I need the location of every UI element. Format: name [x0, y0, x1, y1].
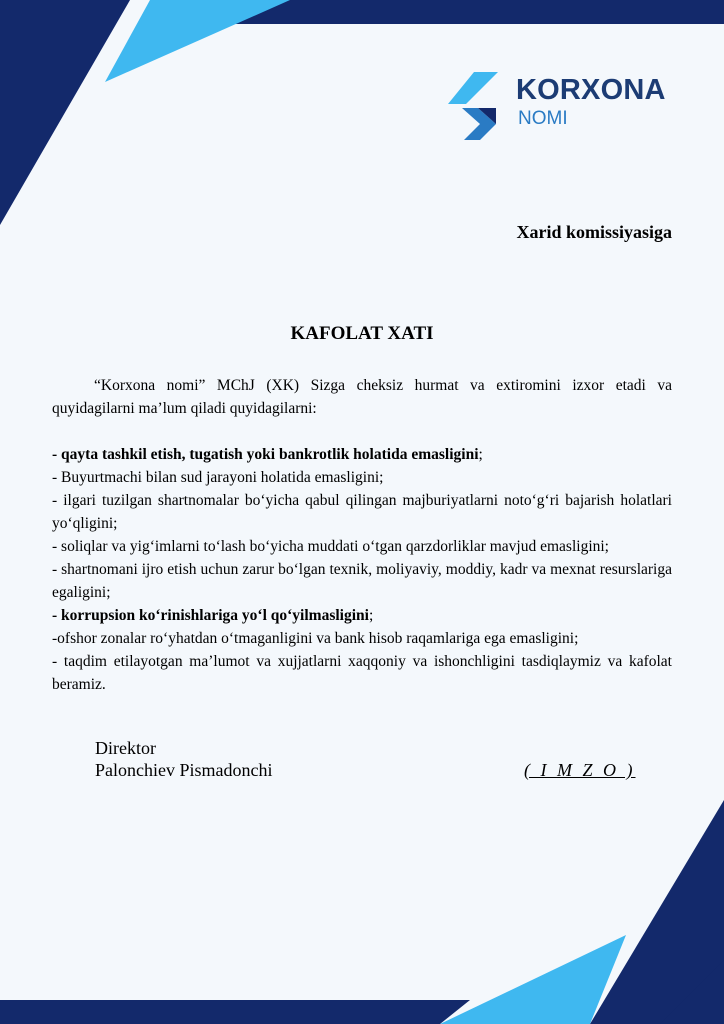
list-item: - taqdim etilayotgan ma’lumot va xujjatlarni xaqqoniy va ishonchligini tasdiqlaymiz va kafolat beramiz.: [52, 653, 672, 693]
list-item: -ofshor zonalar ro‘yhatdan o‘tmaganligini va bank hisob raqamlariga ega emasligini;: [52, 630, 579, 647]
signer-name: Palonchiev Pismadonchi: [95, 760, 273, 780]
list-item: - qayta tashkil etish, tugatish yoki bankrotlik holatida emasligini;: [52, 446, 483, 463]
list-item: - shartnomani ijro etish uchun zarur bo‘lgan texnik, moliyaviy, moddiy, kadr va mexnat resurslariga egaligini;: [52, 561, 672, 601]
intro-paragraph: “Korxona nomi” MChJ (XK) Sizga cheksiz hurmat va extiromini izxor etadi va quyidagilarni ma’lum qiladi quyidagilarni:: [52, 377, 672, 417]
top-left-navy-shape: [0, 0, 130, 225]
list-item-text: qayta tashkil etish, tugatish yoki bankrotlik holatida emasligini: [61, 446, 479, 463]
signature-block: [95, 737, 272, 781]
company-logo: [448, 70, 668, 140]
list-item-text: korrupsion ko‘rinishlariga yo‘l qo‘yilmasligini: [61, 607, 369, 624]
bottom-navy-band: [0, 1000, 470, 1024]
chevron-logo-icon: [448, 72, 504, 140]
logo-subtitle: NOMI: [518, 108, 568, 129]
list-item: - ilgari tuzilgan shartnomalar bo‘yicha qabul qilingan majburiyatlarni noto‘g‘ri bajarish holatlari yo‘qligini;: [52, 492, 672, 532]
list-item: - korrupsion ko‘rinishlariga yo‘l qo‘yilmasligini;: [52, 607, 374, 624]
signer-position: Direktor: [95, 738, 156, 758]
top-light-blue-shape: [105, 0, 290, 82]
letter-body: [52, 374, 672, 696]
logo-title: KORXONA: [516, 74, 666, 106]
list-item: - Buyurtmachi bilan sud jarayoni holatida emasligini;: [52, 469, 384, 486]
document-title: KAFOLAT XATI: [290, 323, 434, 344]
signature-placeholder: ( I M Z O ): [524, 760, 636, 780]
recipient: Xarid komissiyasiga: [516, 222, 672, 242]
list-item: - soliqlar va yig‘imlarni to‘lash bo‘yicha muddati o‘tgan qarzdorliklar mavjud emasligini;: [52, 538, 609, 555]
